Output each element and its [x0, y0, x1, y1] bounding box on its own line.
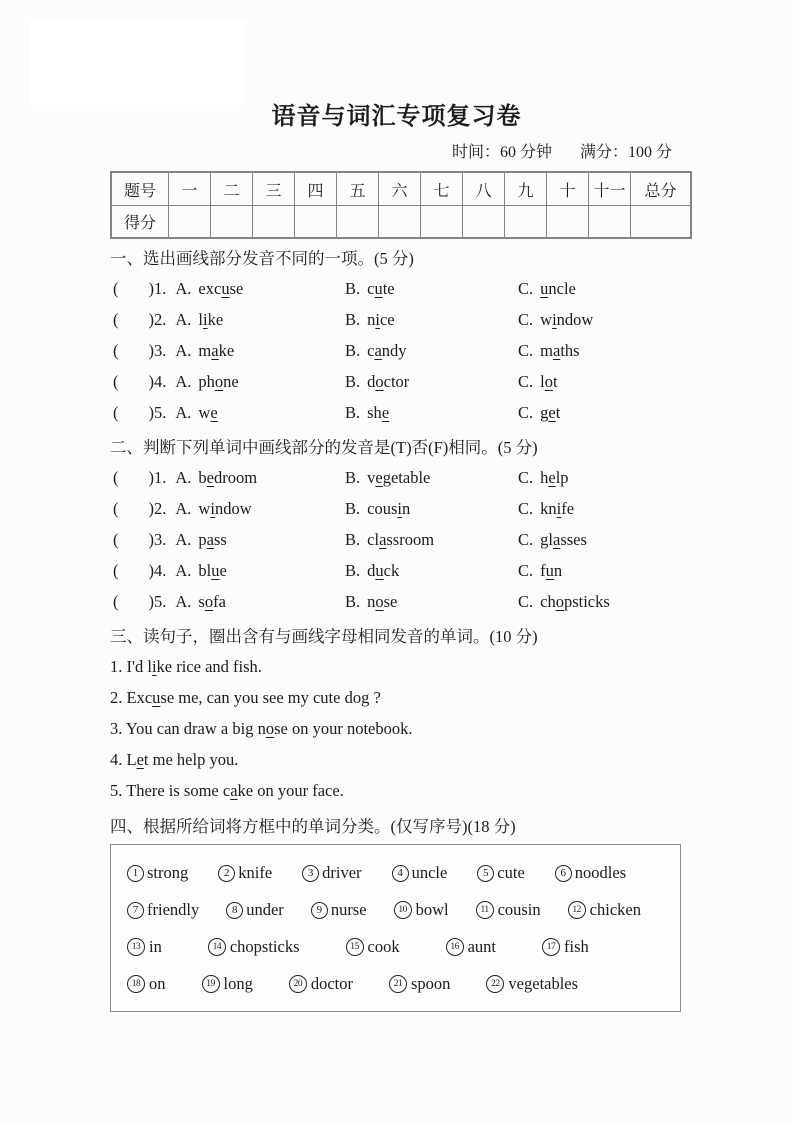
option-a: [175, 592, 226, 612]
option-b: [345, 310, 395, 329]
box-word-item: [389, 974, 450, 994]
word-box-row: [127, 966, 672, 1003]
circled-number: 22: [486, 975, 504, 993]
option-word: sofa: [198, 591, 226, 611]
question-col-c: [518, 372, 793, 392]
box-word: spoon: [411, 974, 451, 994]
score-table-column-header: 一: [169, 172, 211, 206]
box-word-item: [226, 900, 284, 920]
question-col-b: [345, 561, 518, 581]
option-label: A.: [175, 467, 192, 487]
question-col-b: [345, 403, 518, 423]
option-label: B.: [345, 560, 361, 580]
circled-number: 15: [346, 938, 364, 956]
score-input-cell: [421, 206, 463, 239]
option-label: C.: [518, 498, 534, 518]
circled-number: 18: [127, 975, 145, 993]
option-label: C.: [518, 402, 534, 422]
option-label: B.: [345, 402, 361, 422]
box-word-item: [555, 863, 626, 883]
option-label: B.: [345, 371, 361, 391]
option-label: A.: [175, 560, 192, 580]
answer-paren-close-and-number: )4.: [148, 371, 167, 391]
option-word: duck: [367, 560, 400, 580]
option-word: make: [198, 340, 235, 360]
option-c: [518, 310, 593, 329]
circled-number: 10: [394, 901, 412, 919]
box-word-item: [218, 863, 272, 883]
option-b: [345, 530, 434, 549]
box-word-item: [477, 863, 524, 883]
option-label: B.: [345, 498, 361, 518]
score-input-cell: [295, 206, 337, 239]
option-word: classroom: [367, 529, 435, 549]
question-col-c: [518, 592, 793, 612]
answer-paren-close-and-number: )2.: [148, 498, 167, 518]
question-row: [113, 273, 793, 304]
option-word: we: [198, 402, 218, 422]
circled-number: 12: [568, 901, 586, 919]
section-three-sentences: [110, 651, 793, 807]
answer-paren-close-and-number: )2.: [148, 309, 167, 329]
circled-number: 19: [202, 975, 220, 993]
option-word: window: [198, 498, 252, 518]
option-label: B.: [345, 467, 361, 487]
answer-paren-open: (: [113, 529, 119, 549]
option-word: doctor: [367, 371, 410, 391]
box-word: driver: [322, 863, 362, 883]
score-table-column-header: 九: [505, 172, 547, 206]
box-word: under: [246, 900, 284, 920]
answer-paren-open: (: [113, 467, 119, 487]
box-word-item: [542, 937, 589, 957]
box-word: on: [149, 974, 166, 994]
section-three-heading: 三、读句子，圈出含有与画线字母相同发音的单词。(10 分): [110, 627, 538, 646]
option-label: C.: [518, 529, 534, 549]
answer-paren-close-and-number: )5.: [148, 402, 167, 422]
score-table: [110, 171, 692, 239]
question-col-c: [518, 468, 793, 488]
question-row: [113, 493, 793, 524]
section-two-rows: [113, 462, 793, 617]
question-col-c: [518, 561, 793, 581]
sentence-line: 3. You can draw a big n o se on your notebook.: [110, 718, 413, 738]
question-col-b: [345, 310, 518, 330]
box-word: noodles: [574, 863, 627, 883]
question-col-a: [113, 310, 345, 330]
box-word-item: [446, 937, 496, 957]
option-label: A.: [175, 529, 192, 549]
option-c: [518, 279, 576, 298]
sentence-line: 2. Exc u se me, can you see my cute dog ?: [110, 687, 381, 707]
score-row-label: 得分: [111, 206, 169, 239]
box-word: cute: [497, 863, 525, 883]
option-word: uncle: [540, 278, 576, 298]
score-table-column-header: 三: [253, 172, 295, 206]
option-word: nice: [367, 309, 395, 329]
box-word: in: [149, 937, 162, 957]
question-col-a: [113, 341, 345, 361]
box-word: uncle: [411, 863, 448, 883]
box-word-item: [568, 900, 641, 920]
box-word: cousin: [497, 900, 541, 920]
question-row: [113, 397, 793, 428]
option-word: fun: [540, 560, 563, 580]
question-col-a: [113, 592, 345, 612]
option-c: [518, 499, 574, 518]
word-box-row: [127, 855, 672, 892]
option-a: [175, 468, 257, 488]
option-word: maths: [540, 340, 580, 360]
circled-number: 21: [389, 975, 407, 993]
question-col-a: [113, 561, 345, 581]
option-b: [345, 403, 389, 422]
option-label: A.: [175, 278, 192, 298]
option-label: C.: [518, 309, 534, 329]
answer-paren-open: (: [113, 498, 119, 518]
option-label: A.: [175, 309, 192, 329]
question-row: [113, 586, 793, 617]
box-word: bowl: [415, 900, 449, 920]
score-table-column-header: 十: [547, 172, 589, 206]
word-box-row: [127, 892, 672, 929]
question-row: [113, 335, 793, 366]
score-table-column-header: 总分: [631, 172, 692, 206]
box-word-item: [311, 900, 367, 920]
score-input-cell: [505, 206, 547, 239]
option-label: C.: [518, 371, 534, 391]
section-four-heading: 四、根据所给词将方框中的单词分类。(仅写序号)(18 分): [110, 816, 516, 836]
question-col-b: [345, 468, 518, 488]
box-word: knife: [238, 863, 273, 883]
circled-number: 3: [302, 865, 319, 882]
question-col-c: [518, 499, 793, 519]
box-word: strong: [147, 863, 189, 883]
option-c: [518, 403, 560, 422]
score-table-column-header: 十一: [589, 172, 631, 206]
score-input-cell: [631, 206, 692, 239]
answer-paren-open: (: [113, 371, 119, 391]
score-input-cell: [379, 206, 421, 239]
box-word-item: [486, 974, 578, 994]
option-word: blue: [198, 560, 227, 580]
option-word: she: [367, 402, 390, 422]
circled-number: 7: [127, 902, 144, 919]
score-input-cell: [589, 206, 631, 239]
box-word: nurse: [330, 900, 367, 920]
answer-paren-close-and-number: )4.: [148, 560, 167, 580]
box-word-item: [127, 937, 162, 957]
option-word: bedroom: [198, 467, 258, 487]
question-col-b: [345, 592, 518, 612]
option-a: [175, 530, 226, 550]
option-label: B.: [345, 309, 361, 329]
option-label: C.: [518, 467, 534, 487]
question-col-b: [345, 499, 518, 519]
question-row: [113, 366, 793, 397]
section-two-heading: 二、判断下列单词中画线部分的发音是(T)否(F)相同。(5 分): [110, 438, 538, 457]
box-word-item: [346, 937, 400, 957]
section-one-heading: 一、选出画线部分发音不同的一项。(5 分): [110, 249, 414, 268]
box-word-item: [394, 900, 449, 920]
box-word-item: [476, 900, 541, 920]
option-c: [518, 372, 558, 391]
option-label: B.: [345, 278, 361, 298]
box-word-item: [392, 863, 448, 883]
question-col-a: [113, 499, 345, 519]
circled-number: 13: [127, 938, 145, 956]
option-label: C.: [518, 278, 534, 298]
exam-time: 时间：60 分钟: [451, 144, 552, 161]
option-word: lot: [540, 371, 558, 391]
option-word: knife: [540, 498, 575, 518]
question-row: [113, 555, 793, 586]
score-input-cell: [211, 206, 253, 239]
option-b: [345, 279, 395, 298]
circled-number: 9: [311, 902, 328, 919]
question-row: [113, 304, 793, 335]
option-c: [518, 530, 587, 549]
option-c: [518, 468, 569, 487]
question-row: [113, 524, 793, 555]
answer-paren-close-and-number: )1.: [148, 278, 167, 298]
question-col-a: [113, 530, 345, 550]
box-word: fish: [564, 937, 589, 957]
box-word: chicken: [589, 900, 641, 920]
question-col-a: [113, 372, 345, 392]
box-word-item: [289, 974, 353, 994]
option-label: B.: [345, 340, 361, 360]
option-label: B.: [345, 591, 361, 611]
option-word: cousin: [367, 498, 411, 518]
option-a: [175, 341, 234, 361]
answer-paren-close-and-number: )3.: [148, 340, 167, 360]
score-table-score-row: [111, 206, 691, 239]
score-input-cell: [337, 206, 379, 239]
answer-paren-close-and-number: )3.: [148, 529, 167, 549]
box-word: doctor: [310, 974, 353, 994]
answer-paren-open: (: [113, 560, 119, 580]
option-word: chopsticks: [540, 591, 610, 611]
box-word-item: [202, 974, 253, 994]
score-table-column-header: 八: [463, 172, 505, 206]
option-label: A.: [175, 591, 192, 611]
score-table-corner-label: 题号: [111, 172, 169, 206]
score-input-cell: [253, 206, 295, 239]
answer-paren-open: (: [113, 402, 119, 422]
option-a: [175, 403, 217, 423]
question-col-b: [345, 341, 518, 361]
option-label: C.: [518, 340, 534, 360]
box-word: aunt: [467, 937, 497, 957]
option-word: excuse: [198, 278, 244, 298]
question-col-c: [518, 310, 793, 330]
option-b: [345, 372, 409, 391]
question-col-a: [113, 279, 345, 299]
score-table-column-header: 二: [211, 172, 253, 206]
option-word: vegetable: [367, 467, 431, 487]
option-word: window: [540, 309, 594, 329]
score-table-column-header: 五: [337, 172, 379, 206]
circled-number: 11: [476, 901, 494, 919]
circled-number: 6: [555, 865, 572, 882]
sentence-line: 4. L e t me help you.: [110, 750, 239, 770]
answer-paren-close-and-number: )5.: [148, 591, 167, 611]
option-label: A.: [175, 340, 192, 360]
option-b: [345, 499, 410, 518]
score-input-cell: [169, 206, 211, 239]
option-word: nose: [367, 591, 398, 611]
score-table-header-row: [111, 172, 691, 206]
question-col-a: [113, 468, 345, 488]
sentence-line: 1. I'd l i ke rice and fish.: [110, 656, 262, 676]
option-c: [518, 561, 562, 580]
score-table-column-header: 六: [379, 172, 421, 206]
circled-number: 1: [127, 865, 144, 882]
box-word-item: [127, 974, 166, 994]
option-b: [345, 468, 430, 487]
circled-number: 16: [446, 938, 464, 956]
question-col-b: [345, 530, 518, 550]
option-word: glasses: [540, 529, 587, 549]
score-table-column-header: 四: [295, 172, 337, 206]
option-word: like: [198, 309, 224, 329]
question-col-c: [518, 403, 793, 423]
exam-full-score: 满分：100 分: [579, 144, 672, 161]
circled-number: 2: [218, 865, 235, 882]
circled-number: 14: [208, 938, 226, 956]
answer-paren-open: (: [113, 309, 119, 329]
answer-paren-open: (: [113, 278, 119, 298]
question-col-b: [345, 279, 518, 299]
option-word: help: [540, 467, 569, 487]
option-word: candy: [367, 340, 407, 360]
box-word: chopsticks: [229, 937, 300, 957]
option-label: C.: [518, 560, 534, 580]
option-b: [345, 592, 397, 611]
circled-number: 4: [392, 865, 409, 882]
circled-number: 20: [289, 975, 307, 993]
circled-number: 5: [477, 865, 494, 882]
option-a: [175, 561, 226, 581]
question-col-c: [518, 530, 793, 550]
score-input-cell: [463, 206, 505, 239]
section-one-rows: [113, 273, 793, 428]
scan-artifact: [30, 20, 245, 105]
circled-number: 8: [226, 902, 243, 919]
box-word-item: [208, 937, 300, 957]
question-row: [113, 462, 793, 493]
option-word: phone: [198, 371, 239, 391]
option-label: A.: [175, 498, 192, 518]
box-word: cook: [367, 937, 400, 957]
option-c: [518, 592, 610, 611]
option-a: [175, 279, 243, 299]
option-word: pass: [198, 529, 227, 549]
word-classification-box: [110, 844, 681, 1012]
box-word: friendly: [147, 900, 200, 920]
box-word-item: [127, 863, 188, 883]
box-word-item: [302, 863, 361, 883]
question-col-c: [518, 279, 793, 299]
word-box-row: [127, 929, 672, 966]
circled-number: 17: [542, 938, 560, 956]
option-word: get: [540, 402, 561, 422]
answer-paren-open: (: [113, 591, 119, 611]
score-table-column-header: 七: [421, 172, 463, 206]
option-label: A.: [175, 402, 192, 422]
answer-paren-open: (: [113, 340, 119, 360]
exam-meta: [0, 139, 793, 162]
option-a: [175, 310, 223, 330]
box-word: long: [223, 974, 253, 994]
answer-paren-close-and-number: )1.: [148, 467, 167, 487]
option-label: B.: [345, 529, 361, 549]
option-b: [345, 341, 407, 360]
sentence-line: 5. There is some c a ke on your face.: [110, 781, 344, 801]
option-b: [345, 561, 399, 580]
box-word-item: [127, 900, 199, 920]
page-title: 语音与词汇专项复习卷: [271, 104, 522, 130]
box-word: vegetables: [508, 974, 579, 994]
option-c: [518, 341, 580, 360]
option-a: [175, 499, 251, 519]
option-label: A.: [175, 371, 192, 391]
option-word: cute: [367, 278, 395, 298]
question-col-c: [518, 341, 793, 361]
option-label: C.: [518, 591, 534, 611]
question-col-a: [113, 403, 345, 423]
score-input-cell: [547, 206, 589, 239]
question-col-b: [345, 372, 518, 392]
option-a: [175, 372, 238, 392]
